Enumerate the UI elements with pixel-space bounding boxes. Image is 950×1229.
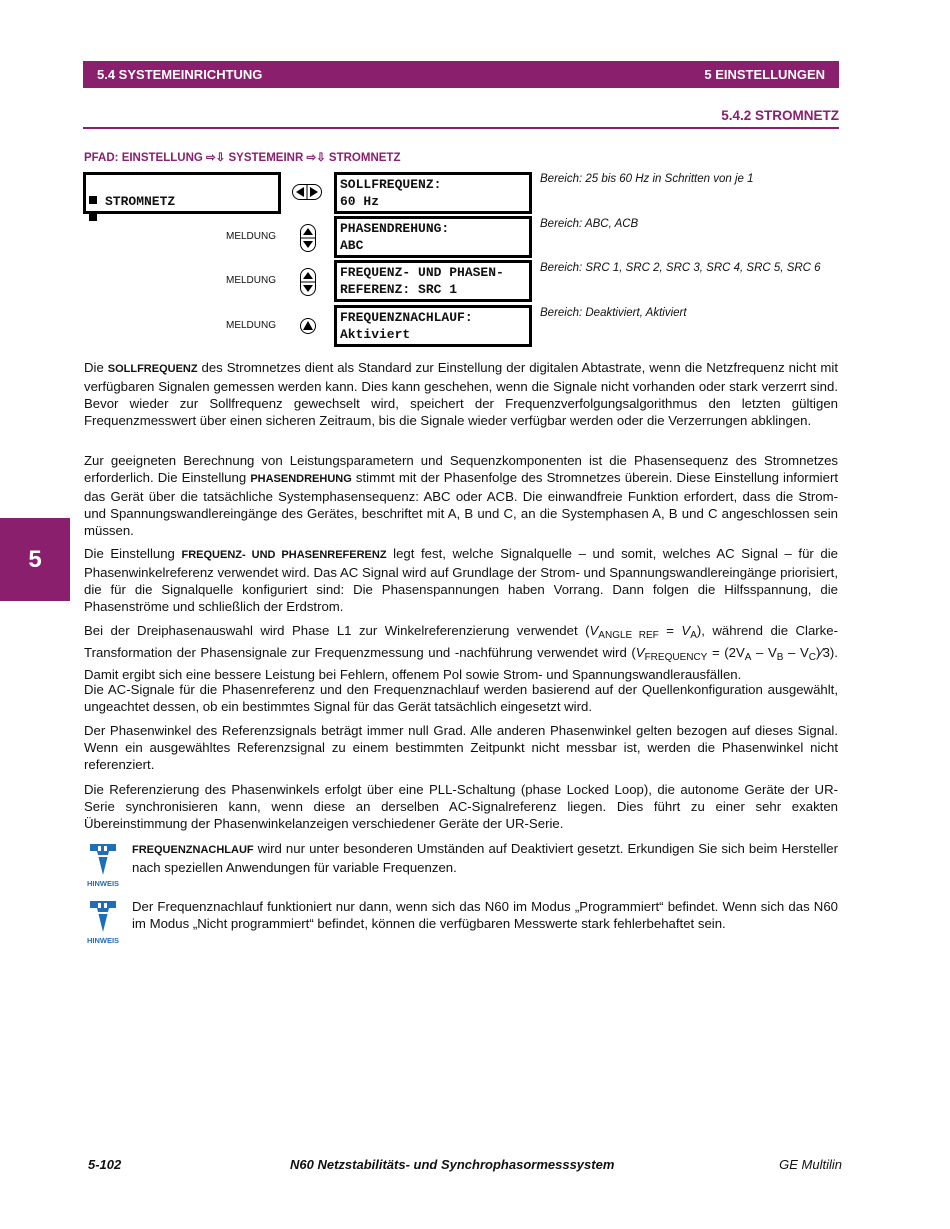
chapter-title: 5 EINSTELLUNGEN xyxy=(704,67,825,82)
bullet-icon xyxy=(89,213,97,221)
paragraph-dreiphasenauswahl: Bei der Dreiphasenauswahl wird Phase L1 zur Winkelreferenzierung verwendet $(V_{ANGLE REF} = V_A)$, während die Clarke-Transformation der Phasensignale zur Frequenzmessung und -nachführung verwendet wird ($V_{FREQUENCY} = (2V_A - V_B$ – $V_C)⁄3$). Damit ergibt sich eine bessere Leistung bei Fehlern, offenem Pol sowie Strom- und Spannungswandlerausfällen. xyxy=(84,623,838,682)
formula-frequency: $V_{FREQUENCY} = (2V_A - V_B$ – $V_C)⁄3$ xyxy=(635,645,830,663)
document-title: N60 Netzstabilitäts- und Synchrophasormesssystem xyxy=(290,1157,615,1172)
bullet-icon xyxy=(89,196,97,204)
note-hand-icon xyxy=(84,899,122,935)
page-number: 5-102 xyxy=(88,1157,122,1172)
range-sollfrequenz: Bereich: 25 bis 60 Hz in Schritten von je 1 xyxy=(540,173,754,185)
up-arrow-icon xyxy=(300,318,316,334)
chapter-tab: 5 xyxy=(0,518,70,601)
range-frequenznachlauf: Bereich: Deaktiviert, Aktiviert xyxy=(540,307,687,319)
up-down-arrows-icon xyxy=(300,268,316,296)
note-hand-icon xyxy=(84,842,122,878)
meldung-label: MELDUNG xyxy=(226,231,277,242)
formula-angle-ref: $V_{ANGLE REF} = V_A$ xyxy=(589,623,697,641)
range-phasenreferenz: Bereich: SRC 1, SRC 2, SRC 3, SRC 4, SRC 5, SRC 6 xyxy=(540,262,821,274)
left-right-arrows-icon xyxy=(292,184,322,200)
section-title: 5.4 SYSTEMEINRICHTUNG xyxy=(97,67,263,82)
up-down-arrows-icon xyxy=(300,224,316,252)
paragraph-pll: Die Referenzierung des Phasenwinkels erfolgt über eine PLL-Schaltung (phase Locked Loop), die autonome Geräte der UR-Serie synchronisieren kann, wenn diese an derselben AC-Signalreferenz liegen. Dies führt zu einer sehr exakten Übereinstimmung der Phasenwinkelanzeigen verschiedener Geräte der UR-Serie. xyxy=(84,782,838,831)
menu-root-label: STROMNETZ xyxy=(105,194,176,209)
company-name: GE Multilin xyxy=(779,1157,842,1172)
note-icon-1: HINWEIS xyxy=(84,842,122,886)
note-programmiert: Der Frequenznachlauf funktioniert nur dann, wenn sich das N60 im Modus „Programmiert“ befindet. Wenn sich das N60 im Modus „Nicht programmiert“ befindet, können die verfügbaren Messwerte stark fehlerbehaftet sein. xyxy=(132,899,838,931)
paragraph-phasendrehung: Zur geeigneten Berechnung von Leistungsparametern und Sequenzkomponenten ist die Phasensequenz des Stromnetzes erforderlich. Die Einstellung PHASENDREHUNG stimmt mit der Phasenfolge des Stromnetzes überein. Diese Einstellung informiert das Gerät über die tatsächliche Systemphasensequenz: ABC oder ACB. Die einwandfreie Funktion erfordert, dass die Strom- und Spannungswandlereingänge des Gerätes, beschriftet mit A, B und C, an die Systemphasen A, B und C angeschlossen sein müssen. xyxy=(84,453,839,538)
meldung-label: MELDUNG xyxy=(226,320,277,331)
paragraph-phasenreferenz: Die Einstellung FREQUENZ- UND PHASENREFERENZ legt fest, welche Signalquelle – und somit, welches AC Signal – für die Phasenwinkelreferenz verwendet wird. Das AC Signal wird auf Grundlage der Strom- und Spannungswandlereingänge priorisiert, die für die Signalquelle konfiguriert sind: Die Phasenspannungen haben Vorrang. Dann folgen die Hilfsspannung, die Phasenströme und schließlich der Erdstrom. xyxy=(84,546,838,614)
subsection-rule xyxy=(83,127,839,129)
section-header-band xyxy=(83,61,839,88)
subsection-title: 5.4.2 STROMNETZ xyxy=(721,108,839,123)
paragraph-sollfrequenz: Die SOLLFREQUENZ des Stromnetzes dient als Standard zur Einstellung der digitalen Abtastrate, wenn die Netzfrequenz nicht mit verfügbaren Signalen gemessen werden kann. Dies kann geschehen, wenn die Signale nicht vorhanden oder stark verzerrt sind. Bevor wieder zur Sollfrequenz gewechselt wird, speichert der Frequenzverfolgungsalgorithmus den letzten gültigen Frequenzmesswert über einen sicheren Zeitraum, bis die Signale wieder verfügbar werden oder die Verzerrungen abklingen. xyxy=(84,360,838,428)
setting-display-phasendrehung: PHASENDREHUNG: ABC xyxy=(334,216,532,258)
setting-display-frequenznachlauf: FREQUENZNACHLAUF: Aktiviert xyxy=(334,305,532,347)
setting-display-phasenreferenz: FREQUENZ- UND PHASEN- REFERENZ: SRC 1 xyxy=(334,260,532,302)
setting-display-sollfrequenz: SOLLFREQUENZ: 60 Hz xyxy=(334,172,532,214)
note-icon-2: HINWEIS xyxy=(84,899,122,943)
note-frequenznachlauf: FREQUENZNACHLAUF wird nur unter besonderen Umständen auf Deaktiviert gesetzt. Erkundigen Sie sich beim Hersteller nach speziellen Anwendungen für variable Frequenzen. xyxy=(132,841,838,875)
range-phasendrehung: Bereich: ABC, ACB xyxy=(540,218,639,230)
menu-path: PFAD: EINSTELLUNG ⇨⇩ SYSTEMEINR ⇨⇩ STROMNETZ xyxy=(84,152,401,164)
paragraph-ac-signale: Die AC-Signale für die Phasenreferenz und den Frequenznachlauf werden basierend auf der Quellenkonfiguration ausgewählt, ungeachtet dessen, ob ein bestimmtes Signal für das Gerät tatsächlich eingesetzt wird. xyxy=(84,682,838,714)
meldung-label: MELDUNG xyxy=(226,275,277,286)
paragraph-phasenwinkel: Der Phasenwinkel des Referenzsignals beträgt immer null Grad. Alle anderen Phasenwinkel gelten bezogen auf dieses Signal. Wenn ein ausgewähltes Referenzsignal zu einem bestimmten Zeitpunkt nicht messbar ist, werden die Phasenwinkel nicht referenziert. xyxy=(84,723,838,772)
menu-root-display xyxy=(83,172,281,214)
